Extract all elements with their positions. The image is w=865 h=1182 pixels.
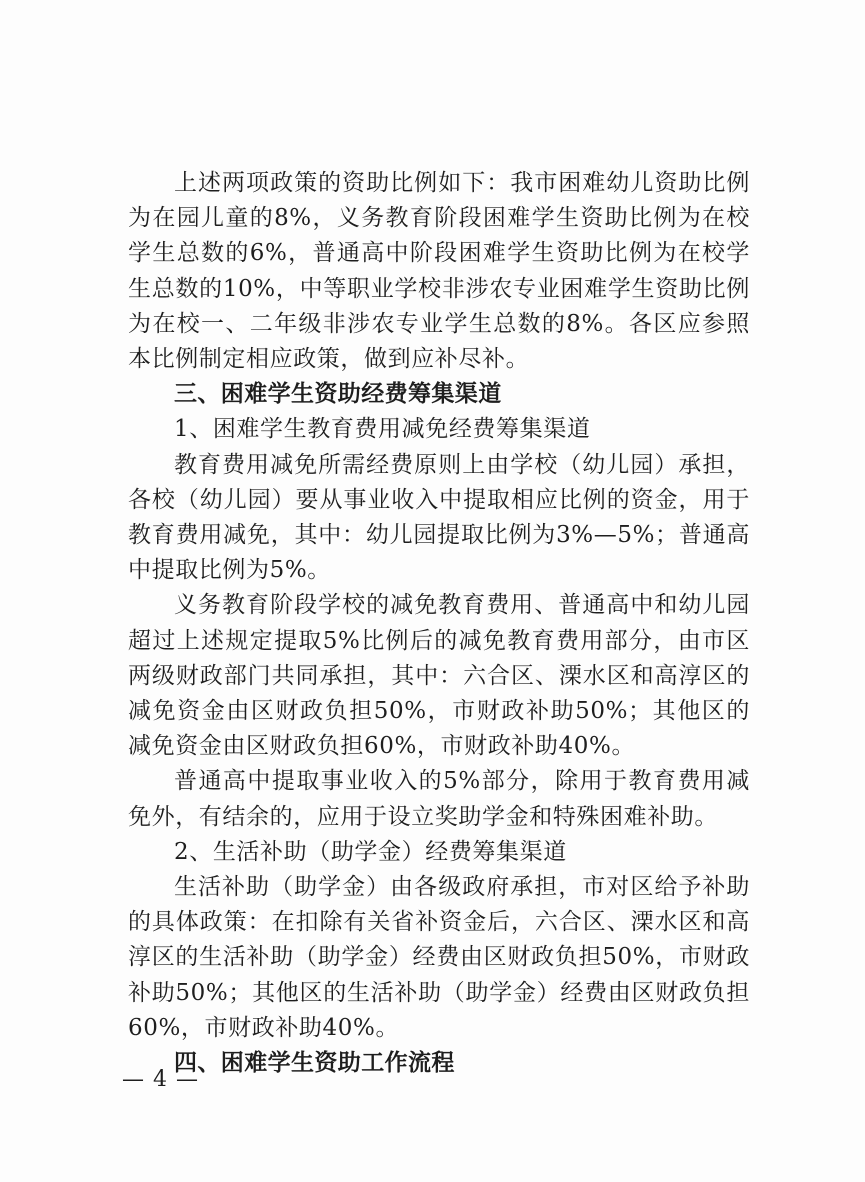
paragraph-funding-ratios: 上述两项政策的资助比例如下：我市困难幼儿资助比例为在园儿童的8%，义务教育阶段困难学生资助比例为在校学生总数的6%，普通高中阶段困难学生资助比例为在校学生总数的10%，中等职业学校非涉农专业困难学生资助比例为在校一、二年级非涉农专业学生总数的8%。各区应参照本比例制定相应政策，做到应补尽补。	[128, 170, 750, 373]
paragraph-high-school-surplus: 普通高中提取事业收入的5%部分，除用于教育费用减免外，有结余的，应用于设立奖助学金和特殊困难补助。	[128, 768, 750, 830]
paragraph-fee-reduction: 教育费用减免所需经费原则上由学校（幼儿园）承担，各校（幼儿园）要从事业收入中提取相应比例的资金，用于教育费用减免，其中：幼儿园提取比例为3%—5%；普通高中提取比例为5%。	[128, 451, 750, 584]
page-number: — 4 —	[122, 1067, 199, 1092]
document-body	[128, 166, 750, 1081]
section-heading-4: 四、困难学生资助工作流程	[174, 1050, 455, 1077]
section-heading-3: 三、困难学生资助经费筹集渠道	[174, 381, 502, 408]
paragraph-living-subsidy: 生活补助（助学金）由各级政府承担，市对区给予补助的具体政策：在扣除有关省补资金后，六合区、溧水区和高淳区的生活补助（助学金）经费由区财政负担50%，市财政补助50%；其他区的生活补助（助学金）经费由区财政负担60%，市财政补助40%。	[128, 874, 750, 1041]
subsection-heading-1: 1、困难学生教育费用减免经费筹集渠道	[174, 416, 591, 443]
paragraph-compulsory-education: 义务教育阶段学校的减免教育费用、普通高中和幼儿园超过上述规定提取5%比例后的减免教育费用部分，由市区两级财政部门共同承担，其中：六合区、溧水区和高淳区的减免资金由区财政负担50%，市财政补助50%；其他区的减免资金由区财政负担60%，市财政补助40%。	[128, 592, 750, 760]
subsection-heading-2: 2、生活补助（助学金）经费筹集渠道	[174, 838, 567, 865]
